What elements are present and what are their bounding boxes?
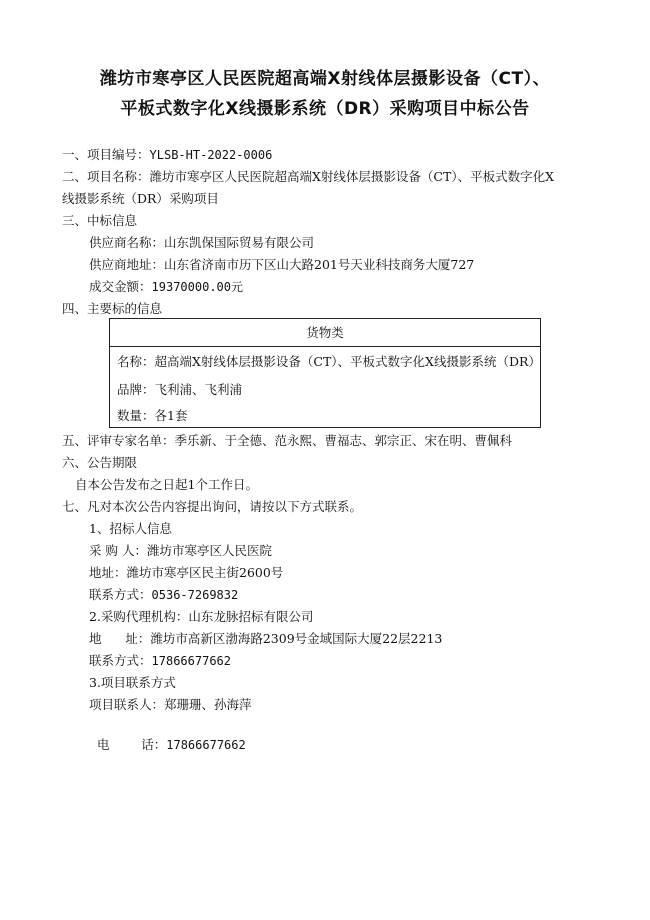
project-number-value: YLSB-HT-2022-0006 bbox=[149, 148, 273, 162]
tenderer-address: 地址：潍坊市寒亭区民主街2600号 bbox=[89, 565, 284, 580]
goods-table bbox=[109, 318, 541, 428]
goods-quantity: 数量：各1套 bbox=[117, 408, 188, 423]
agency-address: 地 址：潍坊市高新区渤海路2309号金域国际大厦22层2213 bbox=[89, 631, 443, 646]
agency-heading: 2.采购代理机构：山东龙脉招标有限公司 bbox=[89, 609, 314, 624]
project-name-label: 二、项目名称： bbox=[62, 169, 150, 184]
main-items-heading: 四、主要标的信息 bbox=[62, 301, 163, 316]
tenderer-phone bbox=[89, 586, 238, 604]
agency-phone bbox=[89, 652, 231, 670]
notice-title-line-2: 平板式数字化X线摄影系统（DR）采购项目中标公告 bbox=[120, 99, 530, 119]
project-contacts: 项目联系人：郑珊珊、孙海萍 bbox=[89, 697, 252, 712]
tenderer-buyer: 采 购 人：潍坊市寒亭区人民医院 bbox=[89, 543, 272, 558]
award-amount-value: 19370000.00元 bbox=[151, 280, 243, 294]
goods-brand: 品牌：飞利浦、飞利浦 bbox=[117, 382, 243, 397]
agency-phone-value: 17866677662 bbox=[151, 654, 231, 668]
project-number-label: 一、项目编号： bbox=[62, 147, 150, 162]
project-phone-value: 17866677662 bbox=[166, 738, 246, 752]
project-phone bbox=[89, 718, 246, 754]
agency-phone-label: 联系方式： bbox=[89, 653, 152, 668]
project-phone-label: 电 话： bbox=[96, 737, 167, 752]
contact-heading: 七、凡对本次公告内容提出询问，请按以下方式联系。 bbox=[62, 499, 363, 514]
project-number bbox=[62, 146, 272, 164]
notice-period-text: 自本公告发布之日起1个工作日。 bbox=[75, 477, 258, 492]
project-name-value: 潍坊市寒亭区人民医院超高端X射线体层摄影设备（CT）、平板式数字化X bbox=[149, 169, 554, 184]
project-name-line-2: 线摄影系统（DR）采购项目 bbox=[62, 191, 219, 206]
notice-period-heading: 六、公告期限 bbox=[62, 455, 138, 470]
notice-title-line-1: 潍坊市寒亭区人民医院超高端X射线体层摄影设备（CT）、 bbox=[99, 69, 551, 89]
award-info-heading: 三、中标信息 bbox=[62, 213, 138, 228]
award-amount bbox=[89, 278, 243, 296]
award-amount-label: 成交金额： bbox=[89, 279, 152, 294]
review-experts: 五、评审专家名单：季乐新、于全德、范永熙、曹福志、郭宗正、宋在明、曹佩科 bbox=[62, 433, 513, 448]
tenderer-info-heading: 1、招标人信息 bbox=[89, 521, 172, 536]
supplier-name: 供应商名称：山东凯保国际贸易有限公司 bbox=[89, 235, 315, 250]
project-name-line-1 bbox=[62, 168, 554, 186]
goods-name: 名称：超高端X射线体层摄影设备（CT）、平板式数字化X线摄影系统（DR） bbox=[117, 354, 541, 369]
project-contact-heading: 3.项目联系方式 bbox=[89, 675, 176, 690]
tenderer-phone-label: 联系方式： bbox=[89, 587, 152, 602]
tenderer-phone-value: 0536-7269832 bbox=[151, 588, 239, 602]
goods-table-header: 货物类 bbox=[110, 319, 540, 347]
supplier-address: 供应商地址：山东省济南市历下区山大路201号天业科技商务大厦727 bbox=[89, 257, 475, 272]
